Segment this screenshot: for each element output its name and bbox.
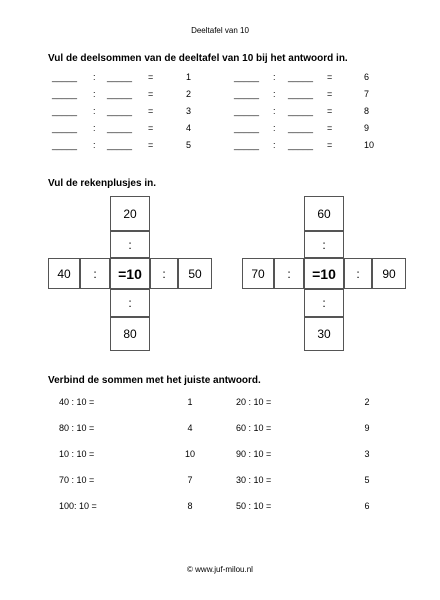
section-3-heading: Verbind de sommen met het juiste antwoord. bbox=[48, 375, 261, 386]
answer-blank[interactable]: _____ bbox=[234, 89, 260, 99]
equals-sign: = bbox=[148, 106, 154, 116]
result-value: 10 bbox=[364, 140, 375, 150]
equals-sign: = bbox=[148, 123, 154, 133]
match-right-answer: 5 bbox=[364, 475, 370, 485]
equals-sign: = bbox=[148, 140, 154, 150]
colon-sign: : bbox=[93, 140, 96, 150]
match-right-answer: 3 bbox=[364, 449, 370, 459]
match-left-answer: 4 bbox=[187, 423, 193, 433]
cross-top-colon: : bbox=[110, 231, 150, 258]
cross-bottom-value: 30 bbox=[304, 317, 344, 351]
match-right-question: 50 : 10 = bbox=[236, 501, 272, 511]
answer-blank[interactable]: _____ bbox=[52, 123, 78, 133]
cross-bottom-value: 80 bbox=[110, 317, 150, 351]
result-value: 8 bbox=[364, 106, 370, 116]
answer-blank[interactable]: _____ bbox=[288, 72, 314, 82]
match-right-question: 60 : 10 = bbox=[236, 423, 272, 433]
section-2-heading: Vul de rekenplusjes in. bbox=[48, 178, 156, 189]
cross-top-value: 60 bbox=[304, 196, 344, 231]
match-left-question: 10 : 10 = bbox=[59, 449, 95, 459]
cross-bottom-colon: : bbox=[304, 289, 344, 317]
equals-sign: = bbox=[148, 89, 154, 99]
match-right-question: 90 : 10 = bbox=[236, 449, 272, 459]
result-value: 7 bbox=[364, 89, 370, 99]
colon-sign: : bbox=[93, 72, 96, 82]
match-left-answer: 10 bbox=[184, 449, 195, 459]
cross-left-colon: : bbox=[274, 258, 304, 289]
answer-blank[interactable]: _____ bbox=[107, 123, 133, 133]
colon-sign: : bbox=[93, 89, 96, 99]
colon-sign: : bbox=[273, 140, 276, 150]
equals-sign: = bbox=[327, 89, 333, 99]
cross-center-value: =10 bbox=[110, 258, 150, 289]
cross-right-value: 50 bbox=[178, 258, 212, 289]
answer-blank[interactable]: _____ bbox=[234, 106, 260, 116]
result-value: 3 bbox=[186, 106, 192, 116]
answer-blank[interactable]: _____ bbox=[234, 140, 260, 150]
answer-blank[interactable]: _____ bbox=[52, 72, 78, 82]
cross-left-value: 70 bbox=[242, 258, 274, 289]
match-right-answer: 9 bbox=[364, 423, 370, 433]
answer-blank[interactable]: _____ bbox=[288, 123, 314, 133]
footer-copyright: © www.juf-milou.nl bbox=[187, 565, 253, 574]
result-value: 5 bbox=[186, 140, 192, 150]
result-value: 1 bbox=[186, 72, 192, 82]
match-left-question: 80 : 10 = bbox=[59, 423, 95, 433]
answer-blank[interactable]: _____ bbox=[52, 89, 78, 99]
cross-top-colon: : bbox=[304, 231, 344, 258]
colon-sign: : bbox=[273, 123, 276, 133]
match-left-question: 70 : 10 = bbox=[59, 475, 95, 485]
answer-blank[interactable]: _____ bbox=[288, 89, 314, 99]
equals-sign: = bbox=[327, 140, 333, 150]
match-right-answer: 6 bbox=[364, 501, 370, 511]
equals-sign: = bbox=[327, 72, 333, 82]
match-left-answer: 1 bbox=[187, 397, 193, 407]
equals-sign: = bbox=[148, 72, 154, 82]
match-right-question: 30 : 10 = bbox=[236, 475, 272, 485]
match-left-answer: 8 bbox=[187, 501, 193, 511]
match-left-question: 40 : 10 = bbox=[59, 397, 95, 407]
section-1-heading: Vul de deelsommen van de deeltafel van 10 bij het antwoord in. bbox=[48, 53, 348, 64]
answer-blank[interactable]: _____ bbox=[52, 106, 78, 116]
result-value: 4 bbox=[186, 123, 192, 133]
colon-sign: : bbox=[93, 123, 96, 133]
result-value: 2 bbox=[186, 89, 192, 99]
cross-center-value: =10 bbox=[304, 258, 344, 289]
answer-blank[interactable]: _____ bbox=[288, 106, 314, 116]
result-value: 9 bbox=[364, 123, 370, 133]
cross-bottom-colon: : bbox=[110, 289, 150, 317]
page-title: Deeltafel van 10 bbox=[191, 26, 249, 35]
cross-right-colon: : bbox=[150, 258, 178, 289]
answer-blank[interactable]: _____ bbox=[107, 72, 133, 82]
answer-blank[interactable]: _____ bbox=[288, 140, 314, 150]
colon-sign: : bbox=[93, 106, 96, 116]
equals-sign: = bbox=[327, 123, 333, 133]
equals-sign: = bbox=[327, 106, 333, 116]
cross-left-colon: : bbox=[80, 258, 110, 289]
cross-right-value: 90 bbox=[372, 258, 406, 289]
answer-blank[interactable]: _____ bbox=[52, 140, 78, 150]
match-left-question: 100: 10 = bbox=[59, 501, 97, 511]
answer-blank[interactable]: _____ bbox=[107, 106, 133, 116]
answer-blank[interactable]: _____ bbox=[234, 123, 260, 133]
colon-sign: : bbox=[273, 72, 276, 82]
result-value: 6 bbox=[364, 72, 370, 82]
cross-right-colon: : bbox=[344, 258, 372, 289]
match-left-answer: 7 bbox=[187, 475, 193, 485]
answer-blank[interactable]: _____ bbox=[107, 140, 133, 150]
match-right-question: 20 : 10 = bbox=[236, 397, 272, 407]
answer-blank[interactable]: _____ bbox=[107, 89, 133, 99]
cross-top-value: 20 bbox=[110, 196, 150, 231]
match-right-answer: 2 bbox=[364, 397, 370, 407]
cross-left-value: 40 bbox=[48, 258, 80, 289]
answer-blank[interactable]: _____ bbox=[234, 72, 260, 82]
colon-sign: : bbox=[273, 89, 276, 99]
colon-sign: : bbox=[273, 106, 276, 116]
